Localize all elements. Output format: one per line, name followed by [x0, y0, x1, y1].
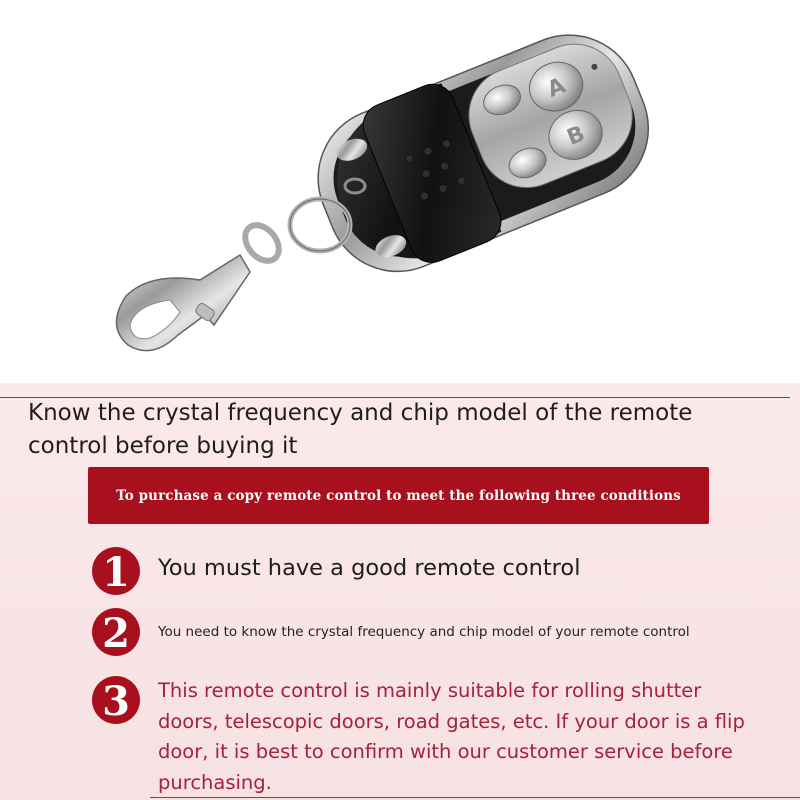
key-fob-remote-icon: [0, 0, 800, 383]
svg-text:B: B: [563, 121, 589, 151]
conditions-banner-text: To purchase a copy remote control to meet the following three conditions: [116, 487, 681, 504]
number-1-icon: [90, 545, 142, 597]
conditions-banner: [88, 467, 709, 524]
number-3-icon: [90, 674, 142, 726]
condition-3-text: This remote control is mainly suitable for rolling shutter doors, telescopic doors, road gates, etc. If your door is a flip door, it is best to confirm with our customer service before purchasing.: [158, 679, 745, 794]
condition-3-number: 3: [102, 678, 130, 725]
svg-text:A: A: [544, 73, 570, 103]
number-2-icon: [90, 606, 142, 658]
bottom-divider: [150, 797, 800, 798]
product-photo: [0, 0, 800, 383]
condition-1-number: 1: [102, 549, 130, 596]
condition-2-text: You need to know the crystal frequency and chip model of your remote control: [158, 624, 690, 640]
info-heading: Know the crystal frequency and chip model of the remote control before buying it: [28, 400, 693, 459]
condition-2-number: 2: [102, 610, 130, 657]
condition-1-text: You must have a good remote control: [158, 555, 581, 581]
